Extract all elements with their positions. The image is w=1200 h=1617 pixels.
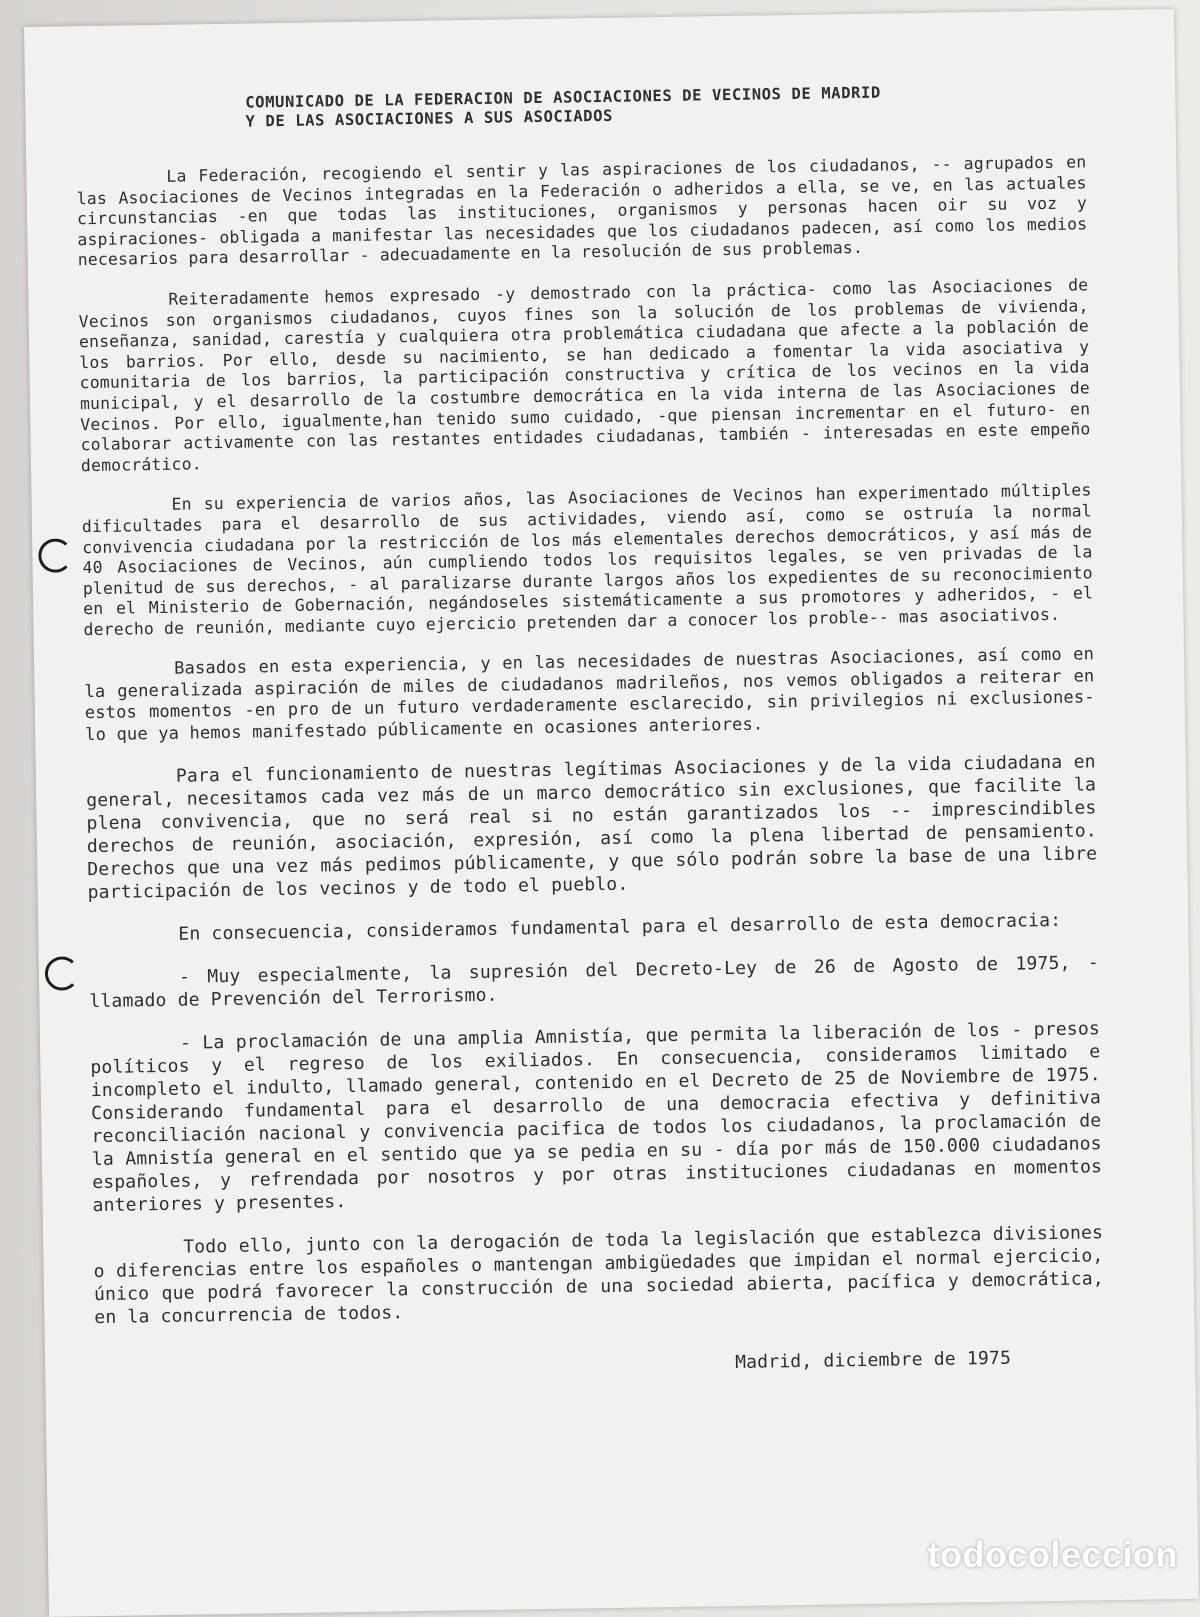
document-title [245,80,1085,131]
paragraph: Basados en esta experiencia, y en las necesidades de nuestras Asociaciones, así como en la generalizada aspiración de miles de ciudadanos madrileños, nos vemos obligados a reiterar en estos momentos -en pro de un futuro verdaderamente esclarecido, sin privilegios ni exclusiones- lo que ya hemos manifestado públicamente en ocasiones anteriores. [84,644,1095,746]
place-date-signoff: Madrid, diciembre de 1975 [734,1348,1012,1374]
punch-hole-mark [45,956,80,991]
paragraph: Reiteradamente hemos expresado -y demostrado con la práctica- como las Asociaciones de Vecinos son organismos ciudadanos, cuyos fines son la solución de los problemas de vivienda, enseñanza, sanidad, carestía y cualquiera otra problemática ciudadana que afecte a la población de los barrios. Por ello, desde su nacimiento, se han dedicado a fomentar la vida asociativa y comunitaria de los barrios, la participación constructiva y crítica de los vecinos en la vida municipal, y el desarrollo de la costumbre democrática en la vida interna de las Asociaciones de Vecinos. Por ello, igualmente,han tenido sumo cuidado, -que piensan incrementar en el futuro- en colaborar activamente con las restantes entidades ciudadanas, también - interesadas en este empeño democrático. [78,275,1091,475]
document-body [75,80,1105,1384]
document-sheet [24,9,1199,1617]
watermark-logo: todocoleccion [927,1534,1178,1575]
paragraph: La Federación, recogiendo el sentir y las aspiraciones de los ciudadanos, -- agrupados en las Asociaciones de Vecinos integradas en la Federación o adheridos a ella, se ve, en las actuales circunstancias -en que todas las instituciones, organismos y personas hacen oir su voz y aspiraciones- obligada a manifestar las necesidades que los ciudadanos padecen, así como los medios necesarios para desarrollar - adecuadamente en la resolución de sus problemas. [76,152,1088,270]
title-line-2: Y DE LAS ASOCIACIONES A SUS ASOCIADOS [245,106,614,131]
paragraph: En consecuencia, consideramos fundamental para el desarrollo de esta democracia: [178,910,1062,946]
title-line-1: COMUNICADO DE LA FEDERACION DE ASOCIACIONES DE VECINOS DE MADRID [245,83,881,112]
paragraph: En su experiencia de varios años, las Asociaciones de Vecinos han experimentado múltiples dificultades para el desarrollo de sus actividades, viendo así, como se ostruía la normal convivencia ciudadana por la restricción de los más elementales derechos democráticos, y así más de 40 Asociaciones de Vecinos, aún cumpliendo todos los requisitos legales, se ven privadas de la plenitud de sus derechos, - al paralizarse durante largos años los expedientes de su reconocimiento en el Ministerio de Gobernación, negándoseles sistemáticamente a sus promotores y adheridos, - el derecho de reunión, mediante cuyo ejercicio pretenden dar a conocer los proble-- mas asociativos. [81,480,1094,640]
paragraph: Para el funcionamiento de nuestras legítimas Asociaciones y de la vida ciudadana en general, necesitamos cada vez más de un marco democrático sin exclusiones, que facilite la plena convivencia, que no será real si no están garantizados los -- imprescindibles derechos de reunión, asociación, expresión, así como la plena libertad de pensamiento. Derechos que una vez más pedimos públicamente, y que sólo podrán sobre la base de una libre participación de los vecinos y de todo el pueblo. [86,751,1098,904]
punch-hole-mark [38,538,73,573]
list-item: - Muy especialmente, la supresión del Decreto-Ley de 26 de Agosto de 1975, - llamado de Prevención del Terrorismo. [89,952,1100,1013]
list-item: - La proclamación de una amplia Amnistía, que permita la liberación de los - presos políticos y el regreso de los exiliados. En consecuencia, consideramos limitado e incompleto el indulto, llamado general, contenido en el Decreto de 25 de Noviembre de 1975. Considerando fundamental para el desarrollo de una democracia efectiva y definitiva reconciliación nacional y convivencia pacifica de todos los ciudadanos, la proclamación de la Amnistía general en el sentido que ya se pedia en su - día por más de 150.000 ciudadanos españoles, y refrendada por nosotros y por otras instituciones ciudadanas en momentos anteriores y presentes. [90,1018,1103,1217]
closing-paragraph: Todo ello, junto con la derogación de toda la legislación que establezca divisiones o diferencias entre los españoles o mantengan ambigüedades que impidan el normal ejercicio, único que podrá favorecer la construcción de una sociedad abierta, pacífica y democrática, en la concurrencia de todos. [93,1222,1105,1329]
